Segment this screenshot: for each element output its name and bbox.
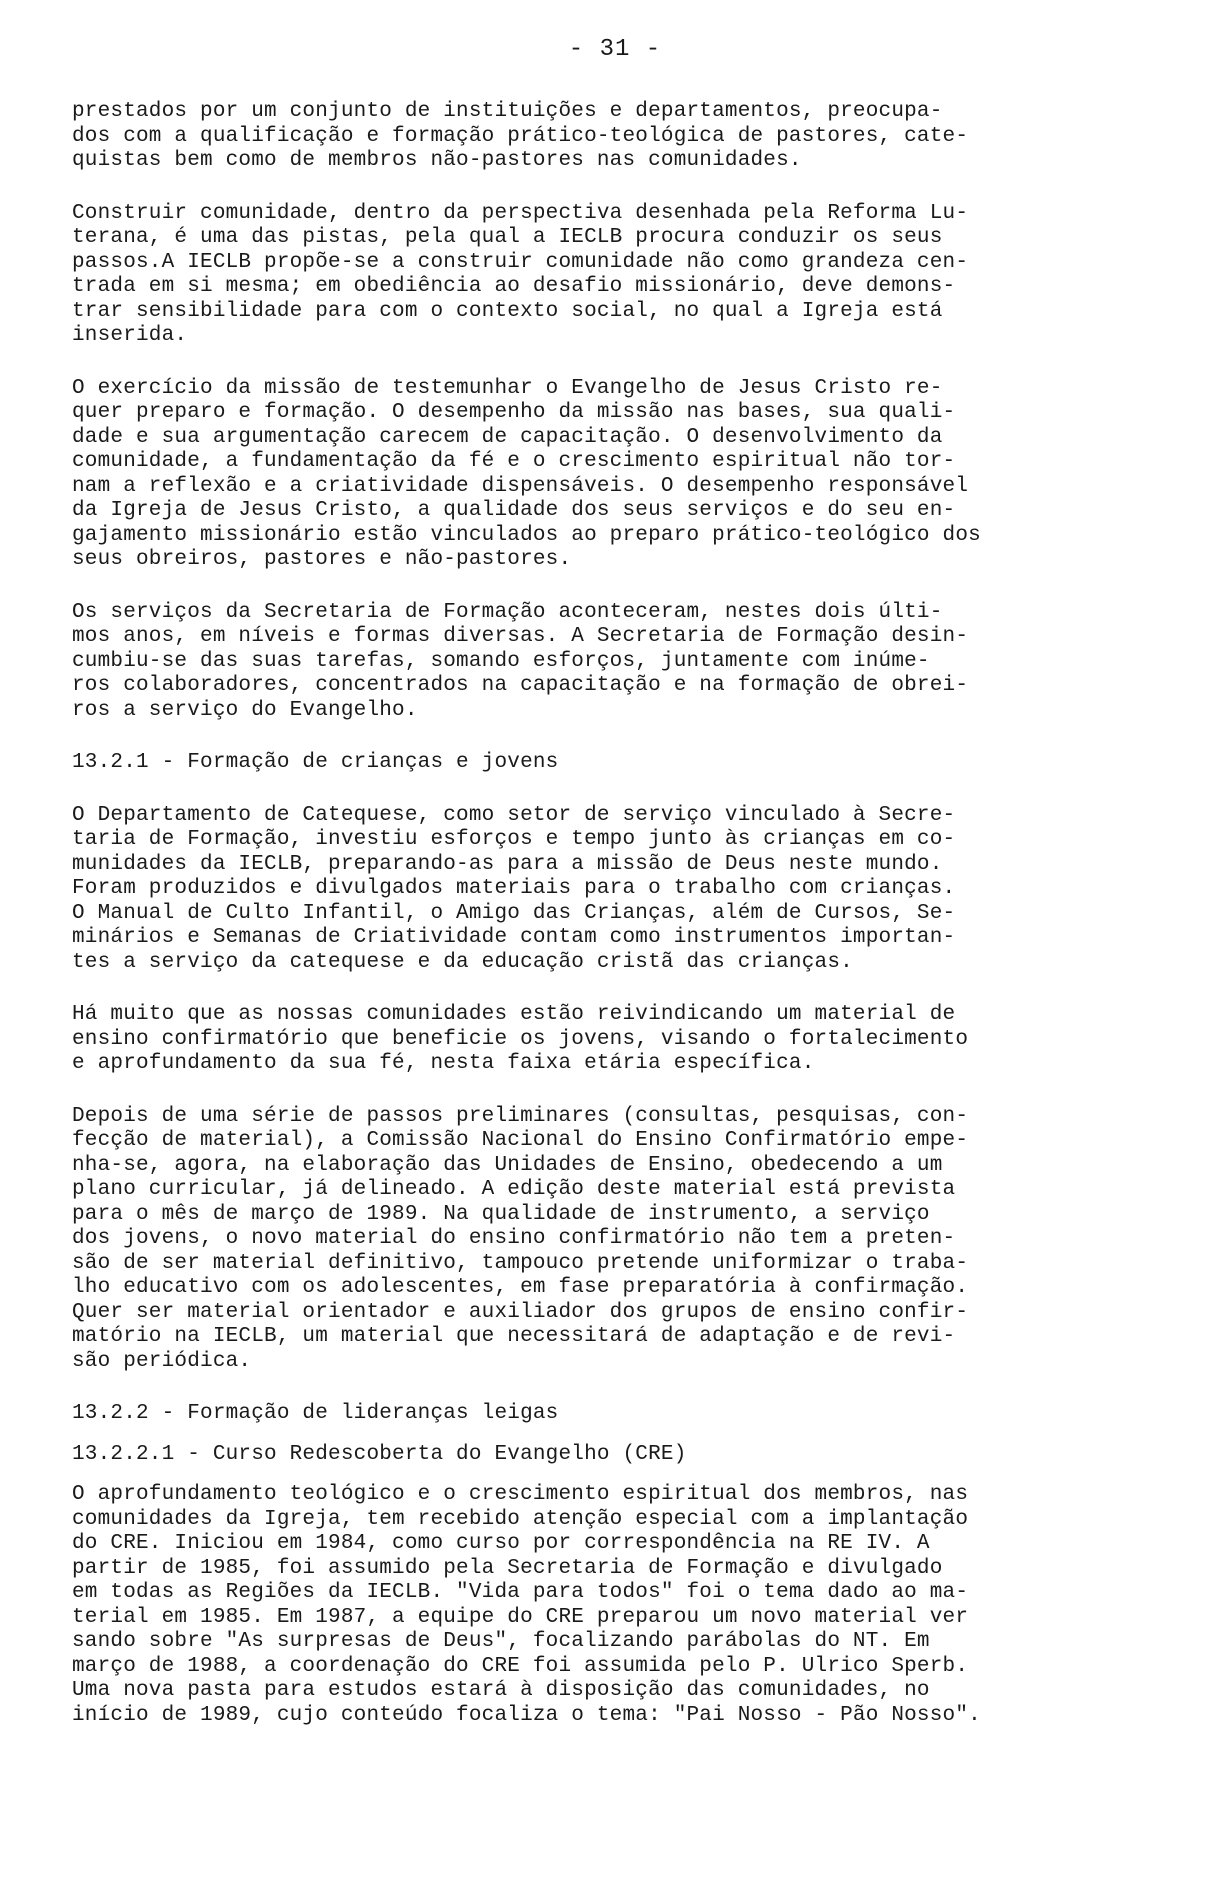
paragraph-catechesis-department: O Departamento de Catequese, como setor de serviço vinculado à Secre- taria de Formação, investiu esforços e tempo junto às crianças em co- munidades da IECLB, preparando-as para a missão de Deus neste mundo. Foram produzidos e divulgados materiais para o trabalho com crianças. O Manual de Culto Infantil, o Amigo das Crianças, além de Cursos, Se- minários e Semanas de Criatividade contam como instrumentos importan- tes a serviço da catequese e da educação cristã das crianças. (72, 803, 956, 974)
page-number: - 31 - (568, 36, 662, 63)
document-body (72, 100, 1124, 1756)
paragraph-institutions: prestados por um conjunto de instituições e departamentos, preocupa- dos com a qualificação e formação prático-teológica de pastores, cate- quistas bem como de membros não-pastores nas comunidades. (72, 100, 969, 172)
section-heading-lay-leadership: 13.2.2 - Formação de lideranças leigas (72, 1402, 559, 1425)
paragraph-secretariat-services: Os serviços da Secretaria de Formação aconteceram, nestes dois últi- mos anos, em níveis e formas diversas. A Secretaria de Formação desin- cumbiu-se das suas tarefas, somando esforços, juntamente com inúme- ros colaboradores, concentrados na capacitação e na formação de obrei- ros a serviço do Evangelho. (72, 600, 969, 722)
subsection-heading-cre: 13.2.2.1 - Curso Redescoberta do Evangelho (CRE) (72, 1442, 687, 1466)
paragraph-confirmation-commission: Depois de uma série de passos preliminares (consultas, pesquisas, con- fecção de material), a Comissão Nacional do Ensino Confirmatório empe- nha-se, agora, na elaboração das Unidades de Ensino, obedecendo a um plano curricular, já delineado. A edição deste material está prevista para o mês de março de 1989. Na qualidade de instrumento, a serviço dos jovens, o novo material do ensino confirmatório não tem a preten- são de ser material definitivo, tampouco pretende uniformizar o traba- lho educativo com os adolescentes, em fase preparatória à confirmação. Quer ser material orientador e auxiliador dos grupos de ensino confir- matório na IECLB, um material que necessitará de adaptação e de revi- são periódica. (72, 1104, 969, 1373)
paragraph-mission-exercise: O exercício da missão de testemunhar o Evangelho de Jesus Cristo re- quer preparo e formação. O desempenho da missão nas bases, sua quali- dade e sua argumentação carecem de capacitação. O desenvolvimento da comunidade, a fundamentação da fé e o crescimento espiritual não tor- nam a reflexão e a criatividade dispensáveis. O desempenho responsável da Igreja de Jesus Cristo, a qualidade dos seus serviços e do seu en- gajamento missionário estão vinculados ao preparo prático-teológico dos seus obreiros, pastores e não-pastores. (72, 376, 981, 571)
paragraph-cre-course: O aprofundamento teológico e o crescimento espiritual dos membros, nas comunidades da Igreja, tem recebido atenção especial com a implantação do CRE. Iniciou em 1984, como curso por correspondência na RE IV. A partir de 1985, foi assumido pela Secretaria de Formação e divulgado em todas as Regiões da IECLB. "Vida para todos" foi o tema dado ao ma- terial em 1985. Em 1987, a equipe do CRE preparou um novo material ver sando sobre "As surpresas de Deus", focalizando parábolas do NT. Em março de 1988, a coordenação do CRE foi assumida pelo P. Ulrico Sperb. Uma nova pasta para estudos estará à disposição das comunidades, no início de 1989, cujo conteúdo focaliza o tema: "Pai Nosso - Pão Nosso". (72, 1483, 981, 1727)
section-heading-children-youth: 13.2.1 - Formação de crianças e jovens (72, 751, 559, 774)
paragraph-confirmation-material-demand: Há muito que as nossas comunidades estão reivindicando um material de ensino confirmatório que beneficie os jovens, visando o fortalecimento e aprofundamento da sua fé, nesta faixa etária específica. (72, 1003, 969, 1075)
paragraph-build-community: Construir comunidade, dentro da perspectiva desenhada pela Reforma Lu- terana, é uma das pistas, pela qual a IECLB procura conduzir os seus passos.A IECLB propõe-se a construir comunidade não como grandeza cen- trada em si mesma; em obediência ao desafio missionário, deve demons- trar sensibilidade para com o contexto social, no qual a Igreja está inserida. (72, 201, 969, 347)
